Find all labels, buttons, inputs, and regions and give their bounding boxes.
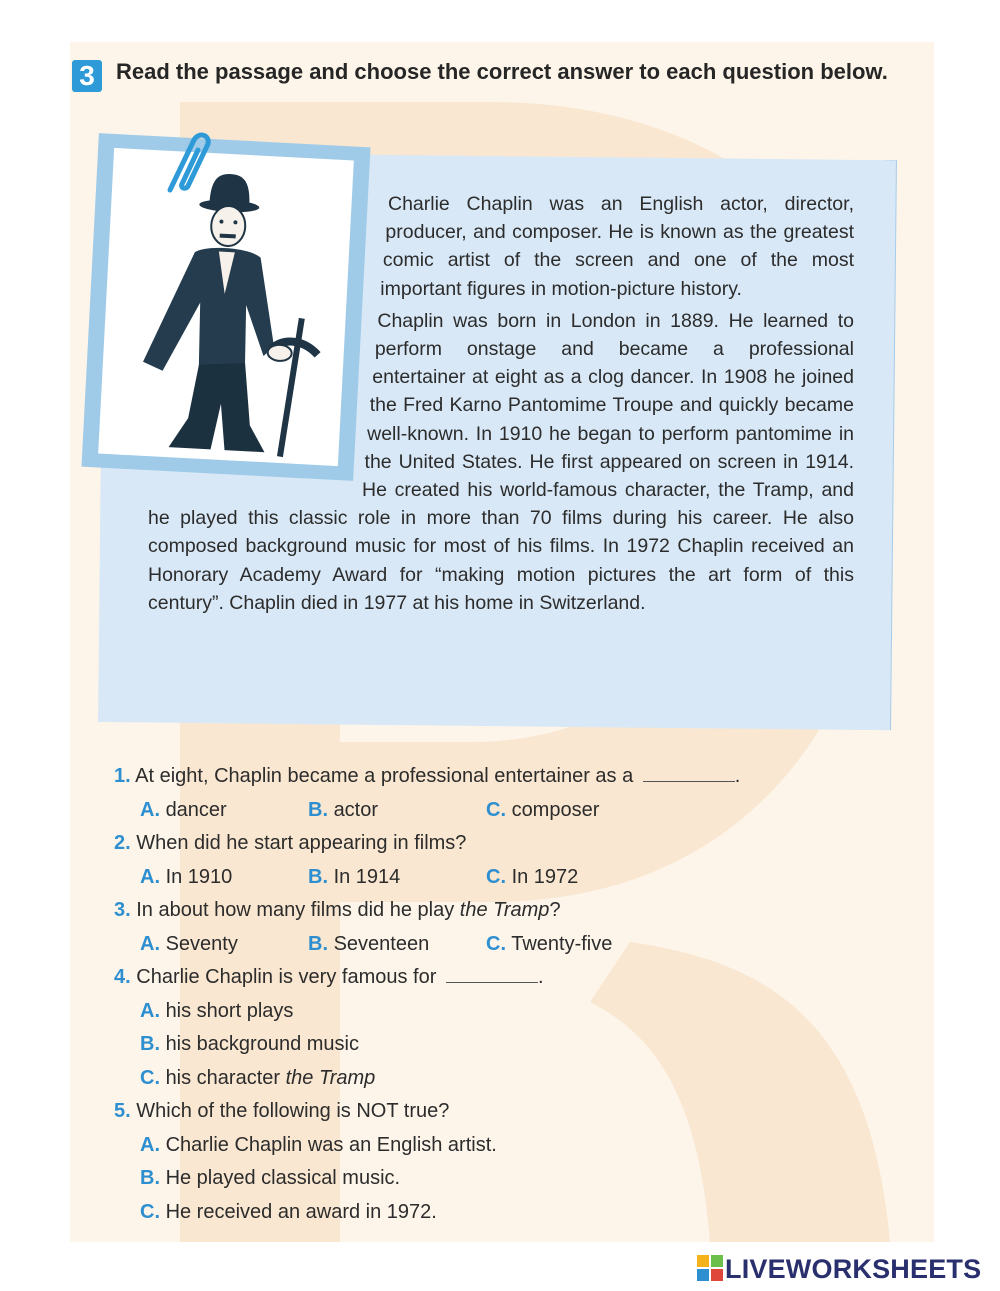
question-number: 3. [114,899,131,921]
passage-paragraph-2: Chaplin was born in London in 1889. He learned to perform onstage and became a professional entertainer at eight as a clog dancer. In 1908 he joined the Fred Karno Pantomime Troupe and quickly became well-known. In 1910 he began to perform pantomime in the United States. He first appeared on screen in 1914. He created his world-famous character, the Tramp, and he played this classic role in more than 70 films during his career. He also composed background music for most of his films. In 1972 Chaplin received an Honorary Academy Award for “making motion pictures the art form of this century”. Chaplin died in 1977 at his home in Switzerland. [148,309,854,614]
logo-text: LIVEWORKSHEETS [725,1254,982,1284]
option-b[interactable]: B. In 1914 [308,865,401,888]
question-list [114,760,914,1229]
option-a[interactable]: A. dancer [140,798,227,821]
option-c[interactable]: C. Twenty-five [486,932,613,955]
option-a[interactable]: A. his short plays [140,999,294,1022]
question-number: 1. [114,765,131,787]
reading-passage [148,190,854,621]
option-a[interactable]: A. Seventy [140,932,238,955]
exercise-instruction: Read the passage and choose the correct answer to each question below. [116,59,888,84]
question-text: At eight, Chaplin became a professional entertainer as a [135,765,634,787]
answer-blank[interactable] [643,763,735,782]
options-row-2 [114,861,914,895]
option-a[interactable]: A. In 1910 [140,865,233,888]
question-text: Which of the following is NOT true? [136,1100,450,1122]
option-b[interactable]: B. actor [308,798,379,821]
image-wrap-spacer [148,190,388,498]
question-number: 2. [114,832,131,854]
liveworksheets-logo-icon [697,1255,723,1281]
paperclip-icon [160,128,220,198]
liveworksheets-logo[interactable] [697,1254,981,1286]
question-1 [114,760,914,794]
question-4 [114,961,914,995]
question-3 [114,894,914,928]
question-text: Charlie Chaplin is very famous for [136,966,437,988]
question-number: 4. [114,966,131,988]
option-a[interactable]: A. Charlie Chaplin was an English artist. [140,1133,497,1156]
question-punctuation: . [537,966,544,988]
answer-blank[interactable] [446,964,538,983]
option-c[interactable]: C. He received an award in 1972. [140,1200,437,1223]
exercise-number-badge: 3 [72,60,102,92]
question-number: 5. [114,1100,131,1122]
options-row-3 [114,928,914,962]
option-c[interactable]: C. composer [486,798,600,821]
question-2 [114,827,914,861]
question-italic-text: the Tramp [459,899,550,921]
question-5 [114,1095,914,1129]
option-b[interactable]: B. Seventeen [308,932,430,955]
option-c[interactable]: C. In 1972 [486,865,579,888]
question-punctuation: ? [549,899,561,921]
question-text: When did he start appearing in films? [136,832,467,854]
option-c[interactable]: C. his character the Tramp [140,1066,376,1089]
options-row-1 [114,794,914,828]
question-text: In about how many films did he play [136,899,460,921]
option-b[interactable]: B. He played classical music. [140,1167,401,1189]
question-punctuation: . [734,765,741,787]
option-b[interactable]: B. his background music [140,1033,359,1055]
passage-paragraph-1: Charlie Chaplin was an English actor, director, producer, and composer. He is known as the greatest comic artist of the screen and one of the most important figures in motion-picture history. [380,193,854,300]
